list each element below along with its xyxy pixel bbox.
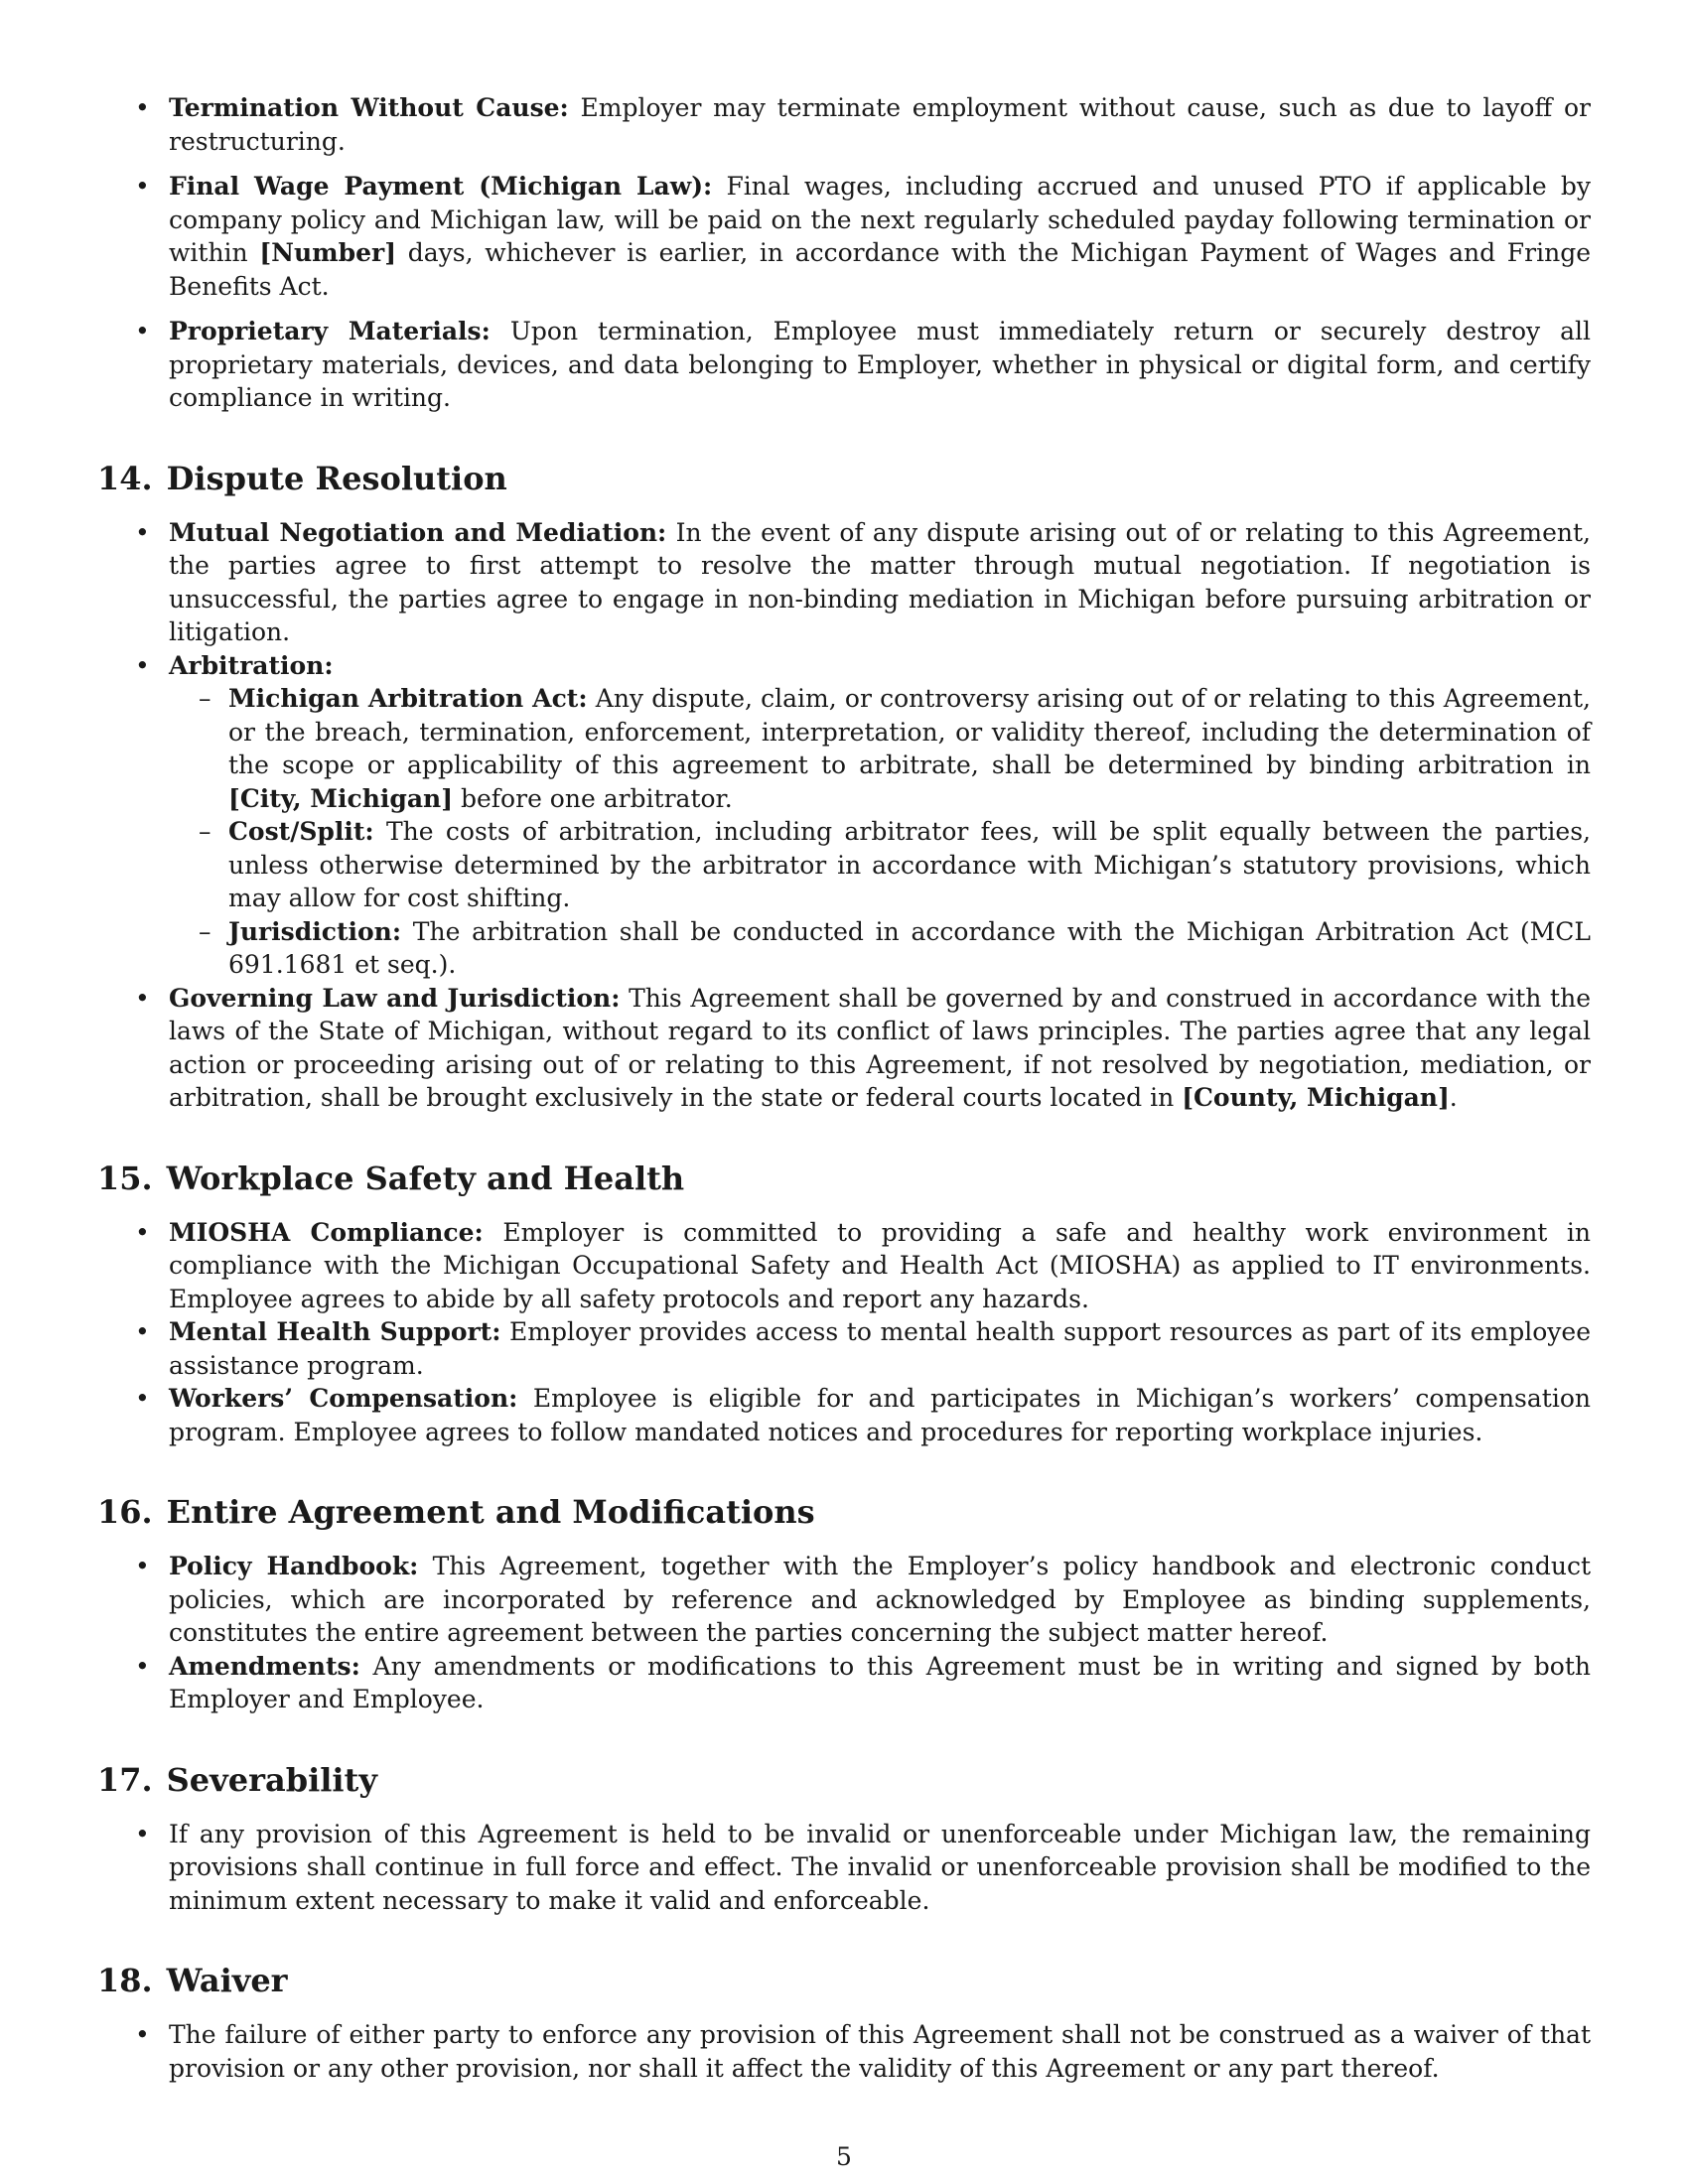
item-text: The arbitration shall be conducted in accordance with the Michigan Arbitration Act (MCL 691.1681 et seq.).	[228, 916, 1591, 979]
section-heading-17	[97, 1760, 1591, 1800]
list-item-mental-health-support	[97, 1315, 1591, 1382]
item-label: Proprietary Materials:	[169, 317, 491, 345]
item-label: Mental Health Support:	[169, 1317, 501, 1346]
page-content	[97, 91, 1591, 2085]
item-label: Governing Law and Jurisdiction:	[169, 983, 621, 1013]
item-label: Jurisdiction:	[228, 916, 402, 946]
severability-list	[97, 1818, 1591, 1918]
item-text: The costs of arbitration, including arbitrator fees, will be split equally between the parties, unless otherwise determined by the arbitrator in accordance with Michigan’s statutory provisions, which may allow for cost shifting.	[228, 817, 1591, 912]
section-number: 14.	[97, 459, 153, 497]
item-text: Final wages, including accrued and unused PTO if applicable by company policy and Michigan law, will be paid on the next regularly scheduled payday following termination or within	[169, 172, 1592, 267]
item-text: This Agreement shall be governed by and construed in accordance with the laws of the State of Michigan, without regard to its conflict of laws principles. The parties agree that any legal action or proceeding arising out of or relating to this Agreement, if not resolved by negotiation, mediation, or arbitration, shall be brought exclusively in the state or federal courts located in	[169, 983, 1591, 1112]
item-text: Upon termination, Employee must immediately return or securely destroy all proprietary materials, devices, and data belonging to Employer, whether in physical or digital form, and certify compliance in writing.	[169, 317, 1591, 412]
section-heading-16	[97, 1492, 1591, 1532]
section-title: Dispute Resolution	[166, 459, 507, 497]
section-title: Entire Agreement and Modifications	[166, 1493, 815, 1531]
list-item-amendments	[97, 1650, 1591, 1716]
section-title: Workplace Safety and Health	[166, 1159, 685, 1197]
item-label: Arbitration:	[169, 650, 334, 680]
item-label: Policy Handbook:	[169, 1552, 419, 1580]
item-label: Final Wage Payment (Michigan Law):	[169, 172, 713, 201]
list-item-workers-compensation	[97, 1382, 1591, 1448]
list-item-governing-law	[97, 982, 1591, 1115]
item-text: In the event of any dispute arising out of or relating to this Agreement, the parties agree to first attempt to resolve the matter through mutual negotiation. If negotiation is unsuccessful, the parties agree to engage in non-binding mediation in Michigan before pursuing arbitration or litigation.	[169, 517, 1591, 646]
sublist-item-cost-split	[169, 815, 1591, 915]
sublist-item-jurisdiction	[169, 915, 1591, 982]
section-title: Waiver	[166, 1962, 288, 1999]
item-text: days, whichever is earlier, in accordance with the Michigan Payment of Wages and Fringe Benefits Act.	[169, 238, 1591, 301]
section-number: 17.	[97, 1760, 153, 1799]
item-text: Any dispute, claim, or controversy arising out of or relating to this Agreement, or the breach, termination, enforcement, interpretation, or validity thereof, including the determination of the scope or applicability of this agreement to arbitrate, shall be determined by binding arbitration in	[228, 684, 1591, 779]
item-text: This Agreement, together with the Employer’s policy handbook and electronic conduct policies, which are incorporated by reference and acknowledged by Employee as binding supplements, constitutes the entire agreement between the parties concerning the subject matter hereof.	[169, 1552, 1592, 1647]
item-label: MIOSHA Compliance:	[169, 1217, 484, 1247]
item-text: before one arbitrator.	[453, 783, 733, 813]
list-item-policy-handbook	[97, 1550, 1591, 1650]
item-text: Any amendments or modifications to this Agreement must be in writing and signed by both Employer and Employee.	[169, 1651, 1591, 1713]
list-item-severability	[97, 1818, 1591, 1918]
section-heading-14	[97, 459, 1591, 498]
entire-agreement-list	[97, 1550, 1591, 1716]
section-number: 16.	[97, 1493, 153, 1531]
sublist-item-arbitration-act	[169, 682, 1591, 815]
item-label: Michigan Arbitration Act:	[228, 684, 588, 713]
list-item-termination-without-cause	[97, 91, 1591, 158]
item-label: Mutual Negotiation and Mediation:	[169, 517, 667, 547]
item-text: Employer is committed to providing a safe and healthy work environment in compliance with the Michigan Occupational Safety and Health Act (MIOSHA) as applied to IT environments. Employee agrees to abide by all safety protocols and report any hazards.	[169, 1217, 1591, 1313]
placeholder-number: [Number]	[259, 238, 397, 267]
item-text: The failure of either party to enforce any provision of this Agreement shall not be construed as a waiver of that provision or any other provision, nor shall it affect the validity of this Agreement or any part thereof.	[169, 2020, 1591, 2083]
section-number: 18.	[97, 1962, 153, 1999]
placeholder-county: [County, Michigan]	[1182, 1083, 1450, 1112]
placeholder-city: [City, Michigan]	[228, 783, 454, 813]
item-text: Employee is eligible for and participates in Michigan’s workers’ compensation program. Employee agrees to follow mandated notices and procedures for reporting workplace injuries.	[169, 1384, 1591, 1446]
item-text: .	[1449, 1083, 1458, 1112]
arbitration-sublist	[169, 682, 1591, 982]
termination-list	[97, 91, 1591, 415]
list-item-final-wage-payment	[97, 170, 1591, 303]
waiver-list	[97, 2018, 1591, 2085]
list-item-proprietary-materials	[97, 315, 1591, 415]
item-label: Amendments:	[169, 1651, 360, 1681]
item-text: If any provision of this Agreement is held to be invalid or unenforceable under Michigan law, the remaining provisions shall continue in full force and effect. The invalid or unenforceable provision shall be modified to the minimum extent necessary to make it valid and enforceable.	[169, 1819, 1591, 1915]
section-title: Severability	[166, 1760, 377, 1799]
dispute-resolution-list	[97, 516, 1591, 1115]
safety-health-list	[97, 1216, 1591, 1449]
page-number: 5	[836, 2142, 852, 2171]
item-text: Employer may terminate employment without cause, such as due to layoff or restructuring.	[169, 93, 1591, 156]
list-item-miosha-compliance	[97, 1216, 1591, 1316]
list-item-mediation	[97, 516, 1591, 649]
list-item-arbitration	[97, 649, 1591, 982]
list-item-waiver	[97, 2018, 1591, 2085]
item-label: Cost/Split:	[228, 817, 374, 846]
section-heading-18	[97, 1961, 1591, 2000]
item-text: Employer provides access to mental health support resources as part of its employee assistance program.	[169, 1317, 1591, 1380]
item-label: Workers’ Compensation:	[169, 1384, 518, 1413]
item-label: Termination Without Cause:	[169, 93, 569, 122]
section-heading-15	[97, 1159, 1591, 1198]
section-number: 15.	[97, 1159, 153, 1197]
